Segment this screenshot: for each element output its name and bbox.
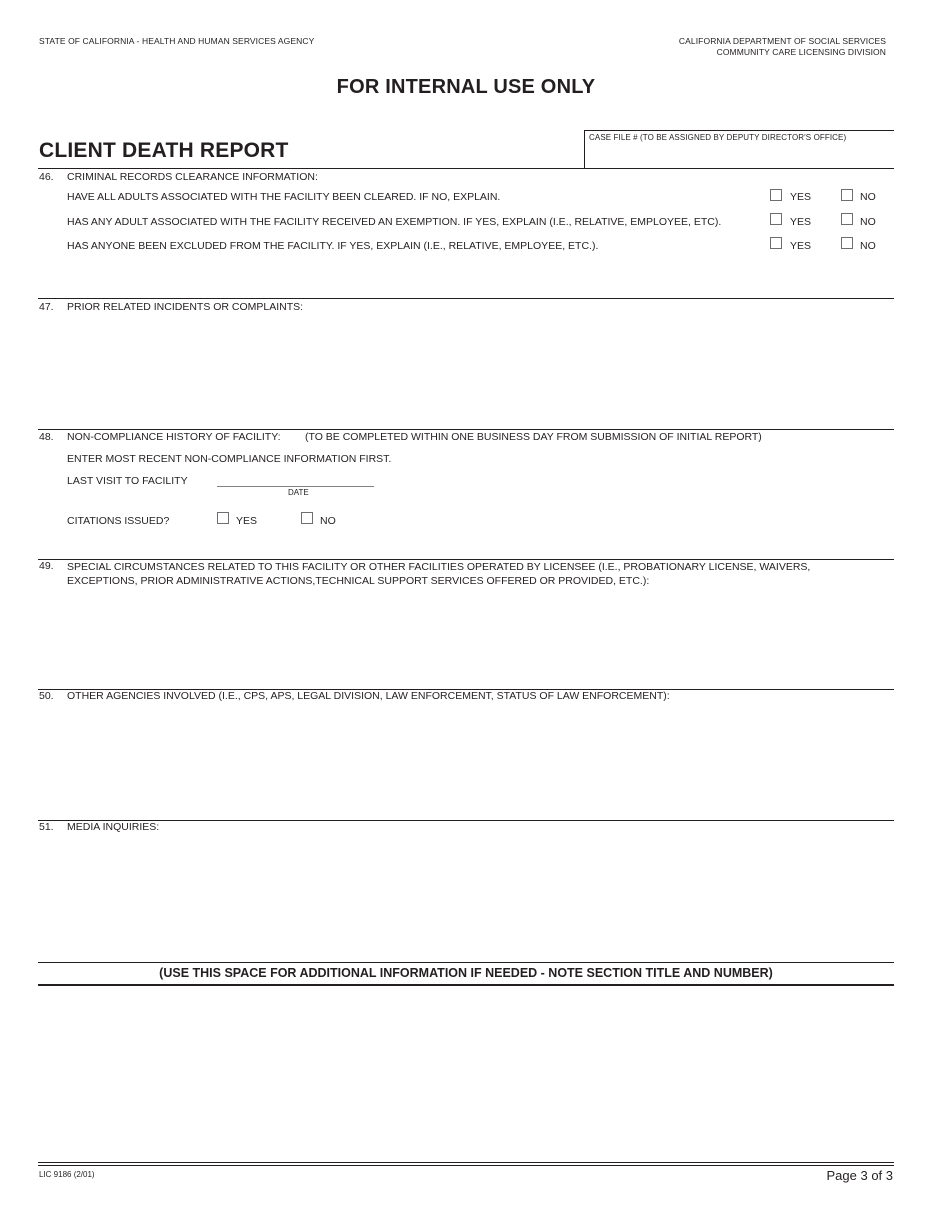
footer-rule-1 xyxy=(38,1162,894,1163)
section-49-line-1: SPECIAL CIRCUMSTANCES RELATED TO THIS FACILITY OR OTHER FACILITIES OPERATED BY LICENSEE (I.E., PROBATIONARY LICENSE, WAIVERS, xyxy=(67,561,811,573)
adults-cleared-yes-label: YES xyxy=(790,191,812,203)
section-49-number: 49. xyxy=(39,560,54,572)
exemption-yes-label: YES xyxy=(790,216,812,228)
other-agencies-field[interactable] xyxy=(38,706,894,816)
agency-name: STATE OF CALIFORNIA - HEALTH AND HUMAN SERVICES AGENCY xyxy=(39,36,315,46)
section-47-rule xyxy=(38,298,894,299)
section-47-number: 47. xyxy=(39,301,54,313)
citations-no-checkbox[interactable] xyxy=(301,512,313,524)
exemption-no-checkbox[interactable] xyxy=(841,213,853,225)
section-50-number: 50. xyxy=(39,690,54,702)
report-title: CLIENT DEATH REPORT xyxy=(39,139,289,162)
adults-cleared-yes-checkbox[interactable] xyxy=(770,189,782,201)
section-48-rule xyxy=(38,429,894,430)
last-visit-label: LAST VISIT TO FACILITY xyxy=(67,475,188,487)
section-46-title: CRIMINAL RECORDS CLEARANCE INFORMATION: xyxy=(67,171,318,183)
excluded-yes-label: YES xyxy=(790,240,812,252)
section-50-title: OTHER AGENCIES INVOLVED (I.E., CPS, APS, LEGAL DIVISION, LAW ENFORCEMENT, STATUS OF LAW ENFORCEMENT): xyxy=(67,690,670,702)
department-name xyxy=(679,36,886,58)
section-51-number: 51. xyxy=(39,821,54,833)
question-excluded: HAS ANYONE BEEN EXCLUDED FROM THE FACILITY. IF YES, EXPLAIN (I.E., RELATIVE, EMPLOYEE, ETC.). xyxy=(67,240,599,252)
form-number: LIC 9186 (2/01) xyxy=(39,1170,95,1179)
section-48-number: 48. xyxy=(39,431,54,443)
adults-cleared-no-label: NO xyxy=(860,191,876,203)
footer-rule-2 xyxy=(38,1165,894,1166)
title-rule xyxy=(38,168,894,169)
media-inquiries-field[interactable] xyxy=(38,836,894,956)
date-caption: DATE xyxy=(288,488,309,497)
section-48-instruction: ENTER MOST RECENT NON-COMPLIANCE INFORMATION FIRST. xyxy=(67,453,392,465)
section-47-title: PRIOR RELATED INCIDENTS OR COMPLAINTS: xyxy=(67,301,304,313)
prior-incidents-field[interactable] xyxy=(38,316,894,426)
department-line-2: COMMUNITY CARE LICENSING DIVISION xyxy=(716,47,886,57)
excluded-no-checkbox[interactable] xyxy=(841,237,853,249)
citations-label: CITATIONS ISSUED? xyxy=(67,515,170,527)
additional-bottom-rule xyxy=(38,984,894,986)
case-file-label: CASE FILE # (TO BE ASSIGNED BY DEPUTY DIRECTOR'S OFFICE) xyxy=(589,133,847,142)
section-51-title: MEDIA INQUIRIES: xyxy=(67,821,160,833)
additional-info-heading: (USE THIS SPACE FOR ADDITIONAL INFORMATION IF NEEDED - NOTE SECTION TITLE AND NUMBER) xyxy=(159,966,773,980)
question-exemption: HAS ANY ADULT ASSOCIATED WITH THE FACILITY RECEIVED AN EXEMPTION. IF YES, EXPLAIN (I.E., RELATIVE, EMPLOYEE, ETC). xyxy=(67,216,722,228)
section-51-rule xyxy=(38,820,894,821)
exemption-yes-checkbox[interactable] xyxy=(770,213,782,225)
citations-yes-label: YES xyxy=(236,515,258,527)
excluded-no-label: NO xyxy=(860,240,876,252)
internal-use-heading: FOR INTERNAL USE ONLY xyxy=(336,76,596,98)
additional-top-rule xyxy=(38,962,894,963)
department-line-1: CALIFORNIA DEPARTMENT OF SOCIAL SERVICES xyxy=(678,36,886,46)
case-file-box[interactable] xyxy=(584,130,894,168)
page-number: Page 3 of 3 xyxy=(826,1168,893,1183)
excluded-yes-checkbox[interactable] xyxy=(770,237,782,249)
citations-yes-checkbox[interactable] xyxy=(217,512,229,524)
question-adults-cleared: HAVE ALL ADULTS ASSOCIATED WITH THE FACILITY BEEN CLEARED. IF NO, EXPLAIN. xyxy=(67,191,501,203)
section-46-number: 46. xyxy=(39,171,54,183)
exemption-no-label: NO xyxy=(860,216,876,228)
adults-cleared-no-checkbox[interactable] xyxy=(841,189,853,201)
last-visit-date-input[interactable] xyxy=(217,472,374,487)
citations-no-label: NO xyxy=(320,515,336,527)
section-48-note: (TO BE COMPLETED WITHIN ONE BUSINESS DAY FROM SUBMISSION OF INITIAL REPORT) xyxy=(305,431,762,443)
additional-info-field[interactable] xyxy=(38,990,894,1158)
special-circumstances-field[interactable] xyxy=(38,590,894,685)
section-49-line-2: EXCEPTIONS, PRIOR ADMINISTRATIVE ACTIONS,TECHNICAL SUPPORT SERVICES OFFERED OR PROVIDED, ETC.): xyxy=(67,575,650,587)
section-48-title: NON-COMPLIANCE HISTORY OF FACILITY: xyxy=(67,431,281,443)
section-49-text xyxy=(67,560,810,588)
